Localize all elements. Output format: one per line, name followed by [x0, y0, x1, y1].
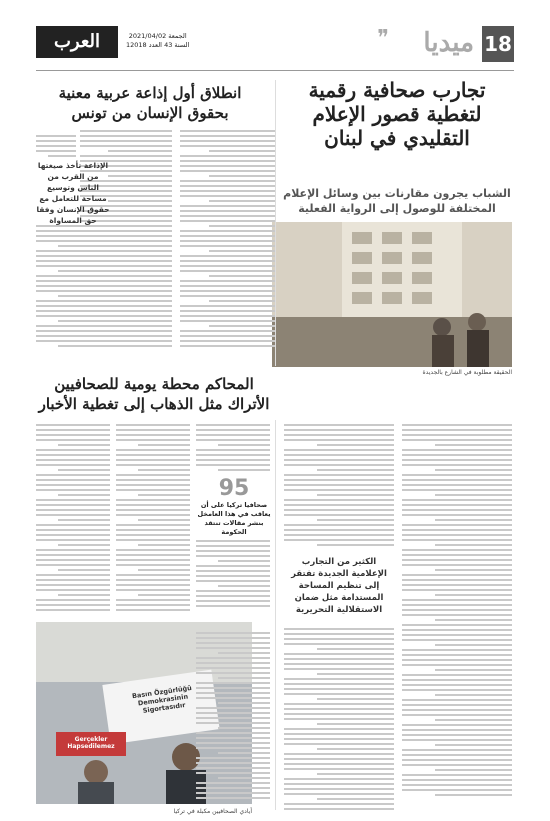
- header-rule: [36, 70, 514, 71]
- lead-body-col1: [402, 424, 512, 799]
- masthead-logo: العرب: [36, 26, 118, 58]
- issue-date: الجمعة 2021/04/02 السنة 43 العدد 12018: [126, 32, 190, 49]
- top-left-body-col3: [36, 135, 76, 160]
- lead-pull-quote: الكثير من التجارب الإعلامية الجديدة تفتقر إلى تنظيم المساحة المستدامة مثل ضمان الاستقلالية التحريرية: [291, 557, 387, 615]
- protest-sign-text-2: Gerçekler Hapsedilemez: [67, 736, 115, 750]
- top-left-pull-quote: الإذاعة تأخذ صيغتها من القرب من الناس وتوسيع مساحة للتعامل مع حقوق الإنسان وفقا حق المساواة: [36, 161, 110, 225]
- lead-headline: تجارب صحافية رقمية لتغطية قصور الإعلام التقليدي في لبنان: [308, 78, 486, 150]
- lead-subheadline: الشباب يجرون مقارنات بين وسائل الإعلام المختلفة للوصول إلى الرواية الفعلية: [283, 187, 511, 215]
- page-header: [36, 26, 514, 66]
- stat-number: 95: [218, 476, 250, 501]
- middle-body-col3c: [196, 632, 270, 802]
- stat-text: صحافيا تركيا على أن يعاقب في هذا العامخل بنشر مقالات تنتقد الحكومة: [197, 501, 271, 536]
- middle-body-col2: [116, 424, 190, 614]
- middle-body-col3b: [196, 540, 270, 610]
- lead-photo: [272, 222, 512, 367]
- middle-body-col1: [36, 424, 110, 614]
- building-photo-illustration: [272, 222, 512, 367]
- column-separator: [275, 420, 276, 810]
- protest-photo-caption: أيادي الصحافيين مكبلة في تركيا: [173, 808, 252, 815]
- section-title: ميديا: [423, 28, 474, 58]
- lead-body-col2: [284, 424, 394, 549]
- protest-sign-text: Basın Özgürlüğü Demokrasinin Sigortasıdır: [131, 683, 193, 715]
- column-separator: [275, 80, 276, 366]
- middle-body-col3: [196, 424, 270, 474]
- top-left-body-col3b: [36, 225, 110, 350]
- lead-photo-caption: الحقيقة مطلوبة في الشارع بالجديدة: [422, 369, 512, 376]
- middle-headline: المحاكم محطة يومية للصحافيين الأتراك مثل الذهاب إلى تغطية الأخبار: [38, 375, 270, 413]
- stat-box: [196, 476, 272, 537]
- top-left-body-col1: [180, 130, 275, 350]
- page-number: 18: [482, 26, 514, 62]
- lead-body-col2b: [284, 628, 394, 813]
- quote-mark-icon: ❞: [377, 26, 389, 51]
- top-left-headline: انطلاق أول إذاعة عربية معنية بحقوق الإنسان من تونس: [58, 84, 242, 122]
